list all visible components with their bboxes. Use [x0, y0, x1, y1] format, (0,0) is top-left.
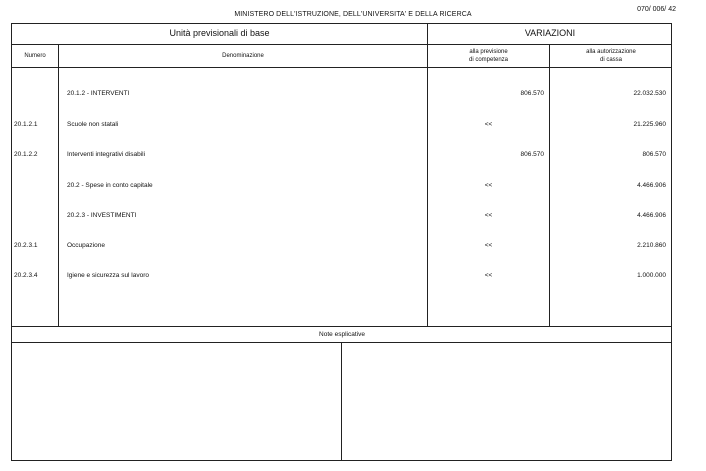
rule-col-variazioni	[427, 23, 428, 326]
row-2-denominazione: Scuole non statali	[67, 121, 119, 128]
row-5-cassa: 4.466.906	[637, 212, 666, 219]
row-1-cassa: 22.032.530	[633, 90, 666, 97]
notes-title: Note esplicative	[319, 331, 365, 338]
col-header-cassa	[550, 48, 672, 64]
row-3-denominazione: Interventi integrativi disabili	[67, 151, 146, 158]
notes-right-box	[342, 343, 671, 460]
notes-left-box	[12, 343, 341, 460]
row-1-competenza: 806.570	[520, 90, 544, 97]
col-header-numero: Numero	[24, 53, 46, 59]
group-header-unita: Unità previsionali di base	[169, 28, 270, 38]
row-2-numero: 20.1.2.1	[14, 121, 38, 128]
row-7-cassa: 1.000.000	[637, 272, 666, 279]
row-2-competenza: <<	[484, 121, 493, 128]
page-code: 070/ 006/ 42	[637, 6, 676, 13]
row-7-competenza: <<	[484, 272, 493, 279]
row-5-denominazione: 20.2.3 - INVESTIMENTI	[67, 212, 137, 219]
row-3-cassa: 806.570	[642, 151, 666, 158]
row-3-competenza: 806.570	[520, 151, 544, 158]
ministry-heading: MINISTERO DELL'ISTRUZIONE, DELL'UNIVERSITA' E DELLA RICERCA	[234, 11, 472, 18]
row-4-denominazione: 20.2 - Spese in conto capitale	[67, 182, 153, 189]
rule-header-bottom	[11, 67, 672, 68]
rule-col-numero	[58, 44, 59, 326]
row-5-competenza: <<	[484, 212, 493, 219]
row-3-numero: 20.1.2.2	[14, 151, 38, 158]
rule-header-top	[11, 44, 672, 45]
row-2-cassa: 21.225.960	[633, 121, 666, 128]
group-header-variazioni: VARIAZIONI	[524, 28, 576, 38]
row-6-denominazione: Occupazione	[67, 242, 105, 249]
col-header-competenza-line2: di competenza	[468, 57, 509, 63]
col-header-competenza-line1: alla previsione	[469, 49, 508, 55]
row-6-numero: 20.2.3.1	[14, 242, 38, 249]
col-header-denominazione: Denominazione	[222, 53, 264, 59]
row-7-denominazione: Igiene e sicurezza sul lavoro	[67, 272, 150, 279]
row-7-numero: 20.2.3.4	[14, 272, 38, 279]
row-6-competenza: <<	[484, 242, 493, 249]
row-4-competenza: <<	[484, 182, 493, 189]
row-4-cassa: 4.466.906	[637, 182, 666, 189]
col-header-cassa-line2: di cassa	[599, 57, 622, 63]
row-1-denominazione: 20.1.2 - INTERVENTI	[67, 90, 130, 97]
row-6-cassa: 2.210.860	[637, 242, 666, 249]
col-header-cassa-line1: alla autorizzazione	[586, 49, 636, 55]
col-header-competenza	[428, 48, 549, 64]
rule-table-bottom	[11, 326, 672, 327]
